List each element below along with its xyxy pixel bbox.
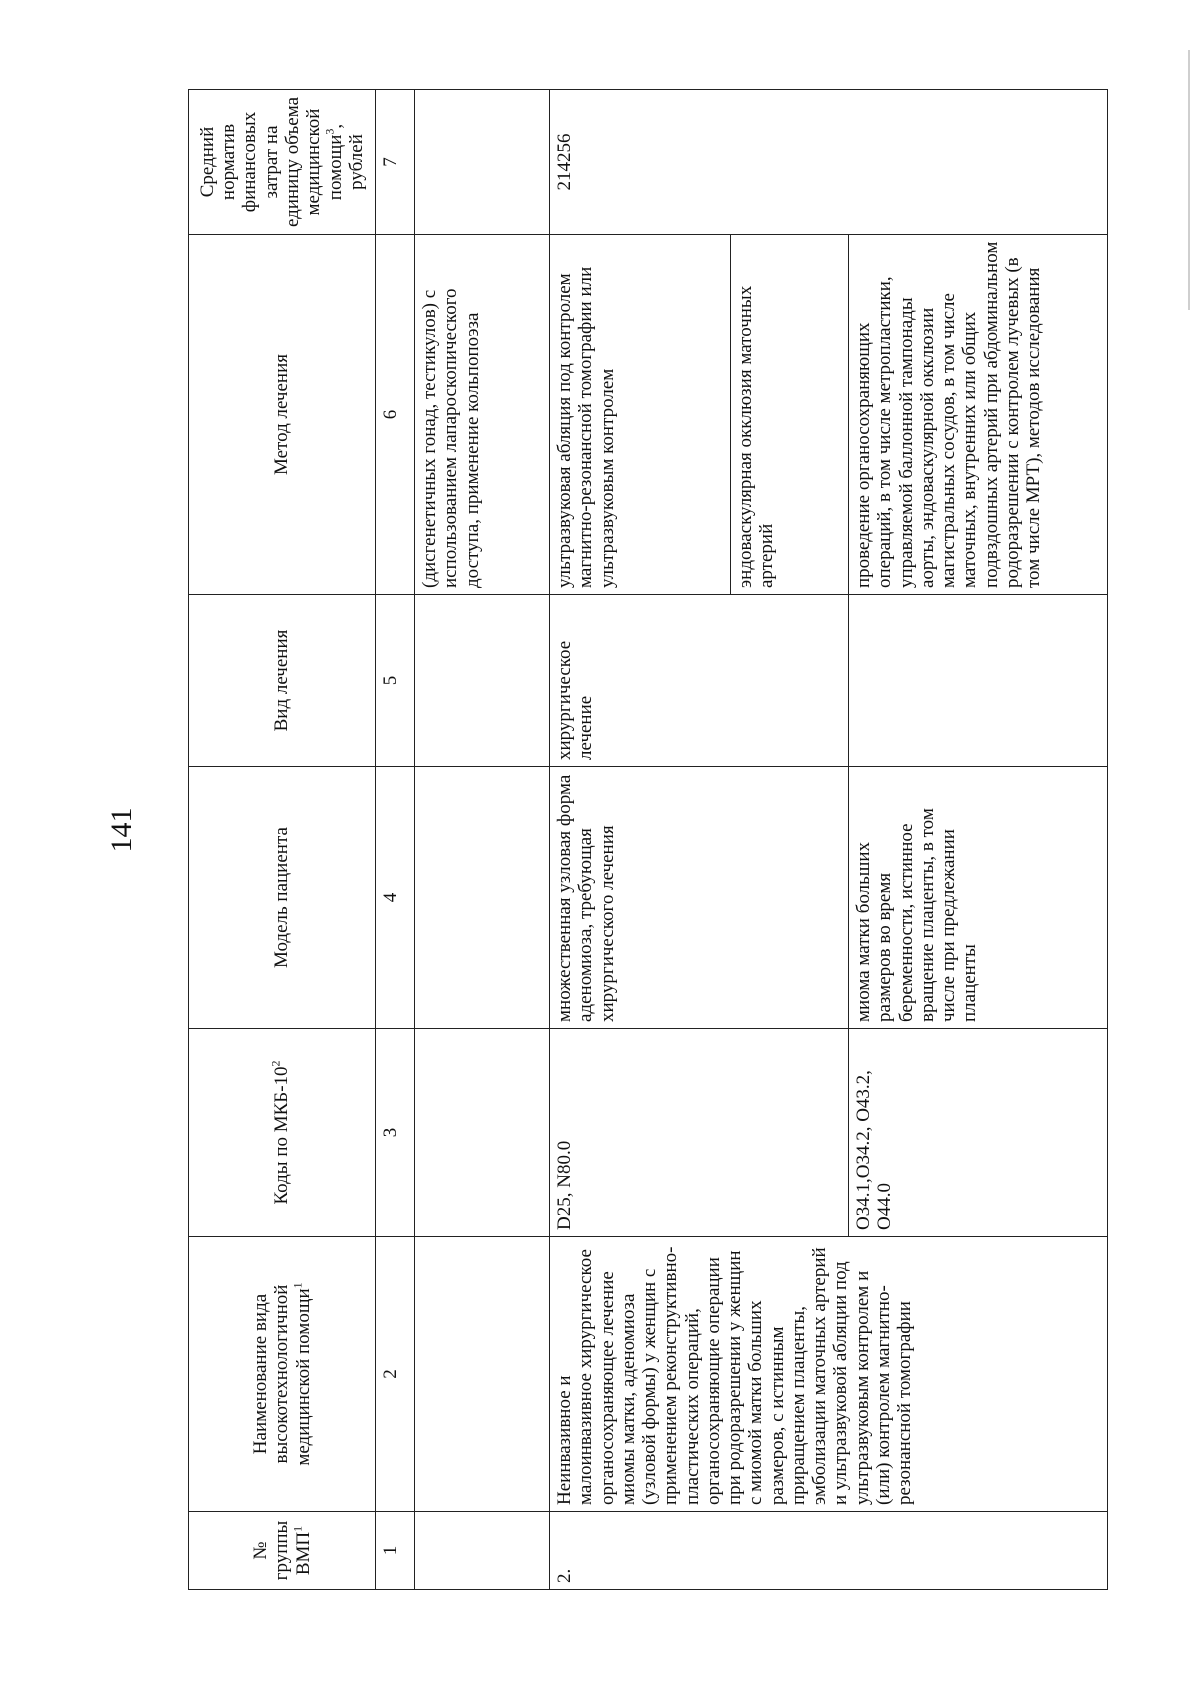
treatment-type [849, 595, 1108, 767]
header-vmp-name: Наименование вида высокотехнологичной медицинской помощи$^1$ [189, 1237, 376, 1512]
icd-codes: D25, N80.0 [550, 1029, 849, 1237]
header-treatment-method: Метод лечения [189, 235, 376, 595]
empty-cell [415, 1512, 550, 1590]
vmp-name: Неинвазивное и малоинвазивное хирургическое органосохраняющее лечение миомы матки, аденомиоза (узловой формы) у женщин с применением реконструктивно-пластических операций, органосохраняющие операции при родоразрешении у женщин с миомой матки больших размеров, с истинным приращением плаценты, эмболизации маточных артерий и ультразвуковой абляции под ультразвуковым контролем и (или) контролем магнитно-резонансной томографии [550, 1237, 1108, 1512]
treatment-method: эндоваскулярная окклюзия маточных артерий [730, 235, 848, 595]
vmp-table [188, 89, 1108, 1590]
group-number: 2. [550, 1512, 1108, 1590]
table-row [550, 90, 731, 1590]
rotated-table-container [188, 90, 1200, 1590]
header-icd-codes: Коды по МКБ-$10^2$ [189, 1029, 376, 1237]
column-number: 1 [376, 1512, 415, 1590]
empty-cell [415, 90, 550, 235]
patient-model: миома матки больших размеров во время беременности, истинное вращение плаценты, в том числе при предлежании плаценты [849, 767, 1108, 1029]
header-patient-model: Модель пациента [189, 767, 376, 1029]
column-number: 4 [376, 767, 415, 1029]
continuation-row [415, 90, 550, 1590]
treatment-type: хирургическое лечение [550, 595, 849, 767]
column-number: 5 [376, 595, 415, 767]
header-treatment-type: Вид лечения [189, 595, 376, 767]
column-number: 6 [376, 235, 415, 595]
column-number: 2 [376, 1237, 415, 1512]
header-average-cost: Средний норматив финансовых затрат на единицу объема медицинской помощи$^3$, рублей [189, 90, 376, 235]
treatment-method: проведение органосохраняющих операций, в том числе метропластики, управляемой баллонной тампонады аорты, эндоваскулярной окклюзии магистральных сосудов, в том числе маточных, внутренних или общих подвздошных артерий при абдоминальном родоразрешении с контролем лучевых (в том числе МРТ), методов исследования [849, 235, 1108, 595]
column-number: 7 [376, 90, 415, 235]
icd-codes: O34.1,O34.2, O43.2, O44.0 [849, 1029, 1108, 1237]
column-number: 3 [376, 1029, 415, 1237]
average-cost: 214256 [550, 90, 1108, 235]
treatment-method: ультразвуковая абляция под контролем магнитно-резонансной томографии или ультразвуковым контролем [550, 235, 731, 595]
empty-cell [415, 595, 550, 767]
empty-cell [415, 1029, 550, 1237]
empty-cell [415, 1237, 550, 1512]
page-number: 141 [105, 807, 138, 853]
empty-cell [415, 767, 550, 1029]
header-group-number: № группы ВМП$^1$ [189, 1512, 376, 1590]
header-row [189, 90, 376, 1590]
column-numbers-row [376, 90, 415, 1590]
continuation-method: (дисгенетичных гонад, тестикулов) с использованием лапароскопического доступа, применение кольпопоэза [415, 235, 550, 595]
patient-model: множественная узловая форма аденомиоза, требующая хирургического лечения [550, 767, 849, 1029]
